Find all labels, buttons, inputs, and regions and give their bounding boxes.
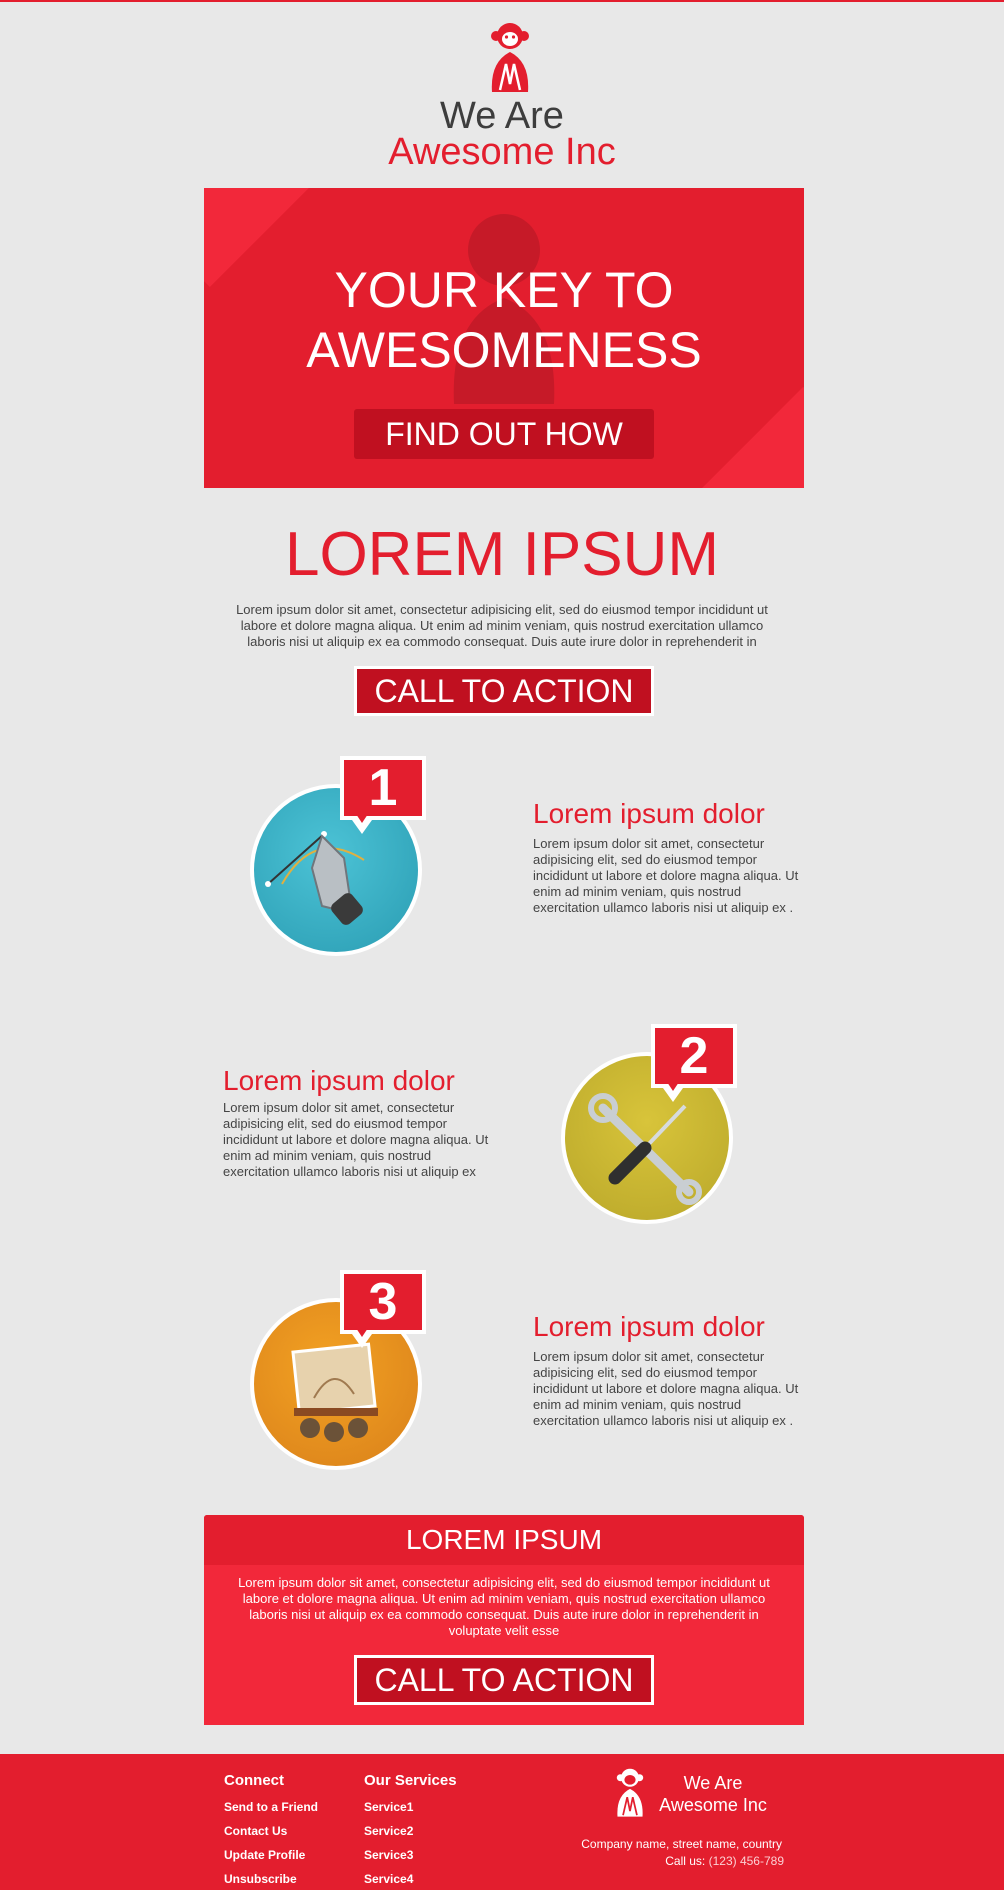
footer-link-update-profile[interactable]: Update Profile xyxy=(224,1848,306,1862)
find-out-how-button[interactable]: FIND OUT HOW xyxy=(354,409,654,459)
brand-name-line2: Awesome Inc xyxy=(388,131,616,173)
footer-monkey-logo-icon xyxy=(610,1768,650,1818)
feature-1-title: Lorem ipsum dolor xyxy=(533,798,765,829)
footer-brand-line2: Awesome Inc xyxy=(659,1795,767,1815)
footer-link-service3[interactable]: Service3 xyxy=(364,1848,414,1862)
footer-phone-number[interactable]: (123) 456-789 xyxy=(708,1854,784,1868)
footer-link-service2[interactable]: Service2 xyxy=(364,1824,414,1838)
badge-tail xyxy=(667,1082,679,1091)
footer-link-service4[interactable]: Service4 xyxy=(364,1872,414,1886)
feature-2-text: Lorem ipsum dolor sit amet, consectetur adipisicing elit, sed do eiusmod tempor incididunt ut labore et dolore magna aliqua. Ut enim ad minim veniam, quis nostrud exercitation ullamco laboris nisi ut aliquip ex xyxy=(223,1100,489,1179)
feature-3-text: Lorem ipsum dolor sit amet, consectetur adipisicing elit, sed do eiusmod tempor incididunt ut labore et dolore magna aliqua. Ut enim ad minim veniam, quis nostrud exercitation ullamco laboris nisi ut aliquip ex . xyxy=(533,1349,799,1428)
footer-link-service1[interactable]: Service1 xyxy=(364,1800,414,1814)
badge-tail xyxy=(356,814,368,823)
footer-brand-line1: We Are xyxy=(683,1773,743,1793)
feature-1-text: Lorem ipsum dolor sit amet, consectetur adipisicing elit, sed do eiusmod tempor incididunt ut labore et dolore magna aliqua. Ut enim ad minim veniam, quis nostrud exercitation ullamco laboris nisi ut aliquip ex . xyxy=(533,836,799,915)
badge-tail xyxy=(356,1328,368,1337)
footer-link-contact-us[interactable]: Contact Us xyxy=(224,1824,288,1838)
brand-name-line1: We Are xyxy=(440,95,564,137)
promo-call-to-action-button[interactable]: CALL TO ACTION xyxy=(354,1655,654,1705)
hero-headline-line2: AWESOMENESS xyxy=(306,322,702,378)
footer xyxy=(0,1754,1004,1890)
promo-title: LOREM IPSUM xyxy=(204,1515,804,1565)
footer-connect-heading: Connect xyxy=(224,1772,284,1789)
footer-phone-line xyxy=(520,1854,784,1868)
footer-link-send-to-friend[interactable]: Send to a Friend xyxy=(224,1800,319,1814)
footer-brand xyxy=(658,1772,768,1816)
monkey-logo-icon xyxy=(482,22,538,94)
footer-link-unsubscribe[interactable]: Unsubscribe xyxy=(224,1872,297,1886)
feature-1-number-badge: 1 xyxy=(340,756,426,820)
footer-services-heading: Our Services xyxy=(364,1772,457,1789)
feature-2-number-badge: 2 xyxy=(651,1024,737,1088)
hero-headline xyxy=(204,260,804,380)
footer-address: Company name, street name, country xyxy=(581,1837,782,1851)
promo-block xyxy=(204,1515,804,1725)
footer-call-label: Call us: xyxy=(665,1854,706,1868)
promo-text: Lorem ipsum dolor sit amet, consectetur adipisicing elit, sed do eiusmod tempor incididunt ut labore et dolore magna aliqua. Ut enim ad minim veniam, quis nostrud exercitation ullamco laboris nisi ut aliquip ex ea commodo consequat. Duis aute irure dolor in reprehenderit in voluptate velit esse xyxy=(238,1575,770,1638)
feature-3-title: Lorem ipsum dolor xyxy=(533,1311,765,1342)
section-title: LOREM IPSUM xyxy=(284,520,720,589)
hero-stripe xyxy=(683,387,804,488)
hero-headline-line1: YOUR KEY TO xyxy=(334,262,674,318)
section-text: Lorem ipsum dolor sit amet, consectetur adipisicing elit, sed do eiusmod tempor incididunt ut labore et dolore magna aliqua. Ut enim ad minim veniam, quis nostrud exercitation ullamco laboris nisi ut aliquip ex ea commodo consequat. Duis aute irure dolor in reprehenderit in xyxy=(236,602,768,649)
hero-banner xyxy=(204,188,804,488)
call-to-action-button[interactable]: CALL TO ACTION xyxy=(354,666,654,716)
feature-3-number-badge: 3 xyxy=(340,1270,426,1334)
feature-2-title: Lorem ipsum dolor xyxy=(223,1065,455,1096)
